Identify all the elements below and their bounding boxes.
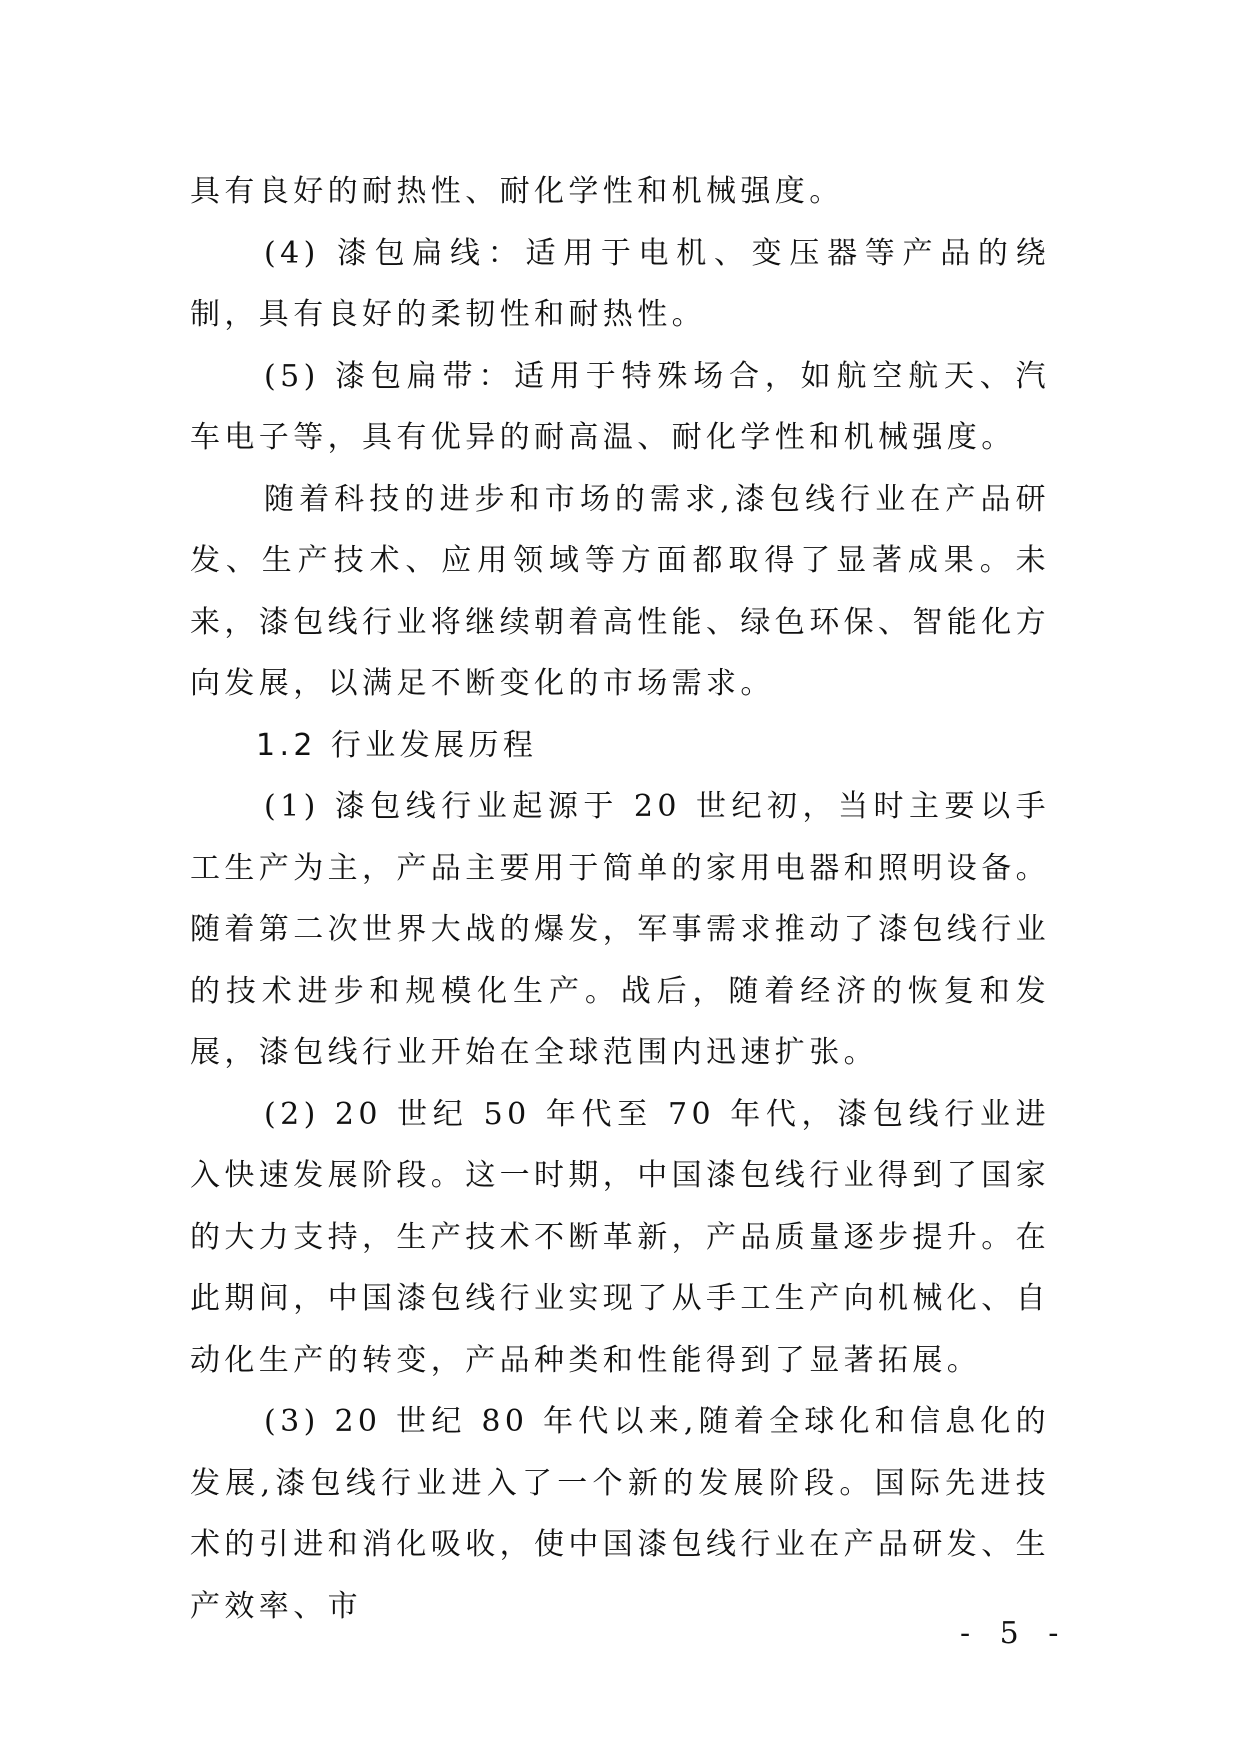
page-number: - 5 - <box>960 1616 1069 1651</box>
paragraph-history-1: (1) 漆包线行业起源于 20 世纪初，当时主要以手工生产为主，产品主要用于简单的家用电器和照明设备。随着第二次世界大战的爆发，军事需求推动了漆包线行业的技术进步和规模化生产。战后，随着经济的恢复和发展，漆包线行业开始在全球范围内迅速扩张。 <box>190 789 1050 1070</box>
paragraph-history-3: (3) 20 世纪 80 年代以来,随着全球化和信息化的发展,漆包线行业进入了一个新的发展阶段。国际先进技术的引进和消化吸收，使中国漆包线行业在产品研发、生产效率、市 <box>190 1404 1050 1624</box>
paragraph-continuation: 具有良好的耐热性、耐化学性和机械强度。 <box>190 174 844 209</box>
paragraph-summary: 随着科技的进步和市场的需求,漆包线行业在产品研发、生产技术、应用领域等方面都取得了显著成果。未来，漆包线行业将继续朝着高性能、绿色环保、智能化方向发展，以满足不断变化的市场需求。 <box>190 481 1050 701</box>
section-heading: 1.2 行业发展历程 <box>256 727 538 763</box>
paragraph-item-5: (5) 漆包扁带：适用于特殊场合，如航空航天、汽车电子等，具有优异的耐高温、耐化学性和机械强度。 <box>190 358 1050 455</box>
body-text <box>190 161 1050 1637</box>
paragraph-history-2: (2) 20 世纪 50 年代至 70 年代，漆包线行业进入快速发展阶段。这一时期，中国漆包线行业得到了国家的大力支持，生产技术不断革新，产品质量逐步提升。在此期间，中国漆包线行业实现了从手工生产向机械化、自动化生产的转变，产品种类和性能得到了显著拓展。 <box>190 1096 1050 1378</box>
paragraph-item-4: (4) 漆包扁线：适用于电机、变压器等产品的绕制，具有良好的柔韧性和耐热性。 <box>190 235 1050 332</box>
